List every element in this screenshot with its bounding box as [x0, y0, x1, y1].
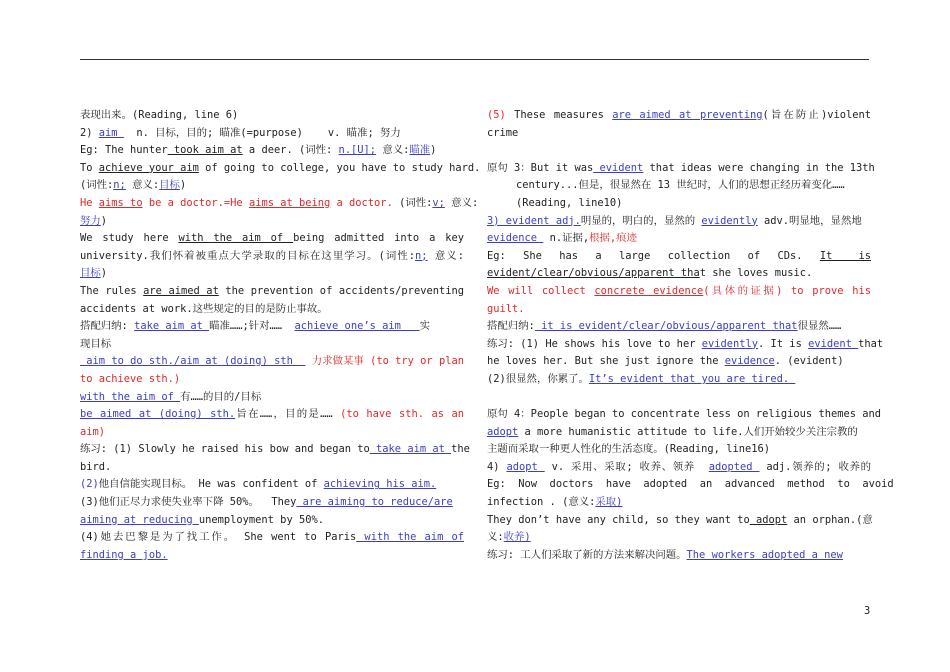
text-segment: (3)他们正尽力求使失业率下降 50%。 They [80, 496, 297, 509]
text-segment: To [80, 161, 99, 174]
text-segment: 目标 [80, 267, 101, 280]
right-line [487, 230, 871, 248]
text-segment: crime [487, 126, 519, 139]
text-segment: (2) [80, 478, 99, 491]
right-line [487, 512, 871, 530]
left-line [80, 230, 464, 248]
right-line [487, 424, 871, 442]
text-segment: 练习: (1) Slowly he raised his bow and began to [80, 443, 370, 456]
left-line [80, 494, 464, 512]
text-segment: adopt [487, 425, 519, 438]
text-segment: 力求做某事 (to try or plan [305, 355, 464, 368]
text-segment: 现目标 [80, 337, 112, 350]
right-line [487, 476, 894, 494]
text-segment: are aiming to reduce/are [296, 496, 453, 509]
right-line [487, 125, 871, 143]
text-segment: They don’t have any child, so they want to [487, 513, 750, 526]
text-segment: accidents at work.这些规定的目的是防止事故。 [80, 302, 328, 315]
right-line [487, 142, 871, 160]
text-segment: . (evident) [774, 355, 844, 368]
text-segment: (词性: [80, 179, 114, 192]
right-line [487, 177, 871, 195]
text-segment: It is [819, 249, 871, 262]
text-segment: We will collect [487, 284, 595, 297]
text-segment: 瞄准 [409, 144, 431, 157]
text-segment: It’s evident that you are tired. [588, 372, 796, 385]
left-line [80, 213, 464, 231]
text-segment: 意义: [376, 144, 410, 157]
left-line [80, 318, 464, 336]
right-line [487, 459, 871, 477]
right-line [487, 195, 871, 213]
left-line [80, 336, 464, 354]
left-line [80, 160, 481, 178]
text-segment: (4)她去巴黎是为了找工作。 She went to Paris [80, 531, 357, 544]
text-segment: with the aim of [80, 390, 181, 403]
left-line [80, 476, 464, 494]
text-segment: 4) [487, 460, 507, 473]
text-segment: 表现出来。(Reading, line 6) [80, 109, 239, 121]
text-segment: 练习: (1) He shows his love to her [487, 337, 702, 350]
left-line [80, 283, 464, 301]
left-line [80, 248, 464, 266]
left-line [80, 459, 464, 477]
left-line [80, 529, 464, 547]
right-line [487, 529, 871, 547]
text-segment: bird. [80, 460, 112, 473]
text-segment: take aim at [134, 320, 210, 333]
text-segment: a more humanistic attitude to life.人们开始较少关注宗教的 [518, 425, 858, 438]
text-segment: n.证据, [543, 232, 590, 245]
text-segment: 原句 4：People began to concentrate less on religious themes and [487, 408, 882, 421]
text-segment: 旨在……，目的是…… [235, 408, 341, 421]
left-line [80, 406, 464, 424]
text-segment: (5) [487, 109, 515, 121]
text-segment: evident [808, 337, 859, 350]
text-segment: aim) [80, 425, 106, 438]
text-segment: 很显然…… [797, 320, 842, 333]
right-line [487, 160, 875, 178]
text-segment: the [451, 443, 470, 456]
text-segment: concrete evidence [594, 284, 704, 297]
left-line [80, 353, 464, 371]
right-line [487, 336, 884, 354]
text-segment: century...但是，很显然在 13 世纪时，人们的思想正经历着变化…… [516, 179, 845, 192]
text-segment: unemployment by 50%. [198, 513, 324, 526]
text-segment: (2)很显然，你累了。 [487, 372, 589, 385]
text-segment: with the aim of [356, 531, 465, 544]
text-segment: adopt [749, 513, 788, 526]
text-segment: ) [430, 144, 437, 157]
right-line [487, 301, 871, 319]
text-segment: it is evident/clear/obvious/apparent that [534, 320, 798, 333]
text-segment: 采取) [595, 496, 623, 509]
text-segment: achieve one’s aim [294, 320, 420, 333]
text-segment: 意义: [125, 179, 160, 192]
right-line [487, 213, 871, 231]
text-segment: t she loves music. [699, 267, 813, 280]
text-segment: are aimed at [143, 284, 219, 297]
text-segment: 搭配归纳: [80, 320, 135, 333]
text-segment: finding a job. [80, 548, 168, 561]
left-line [80, 301, 464, 319]
text-segment: 搭配归纳: [487, 320, 535, 333]
text-segment: evident [593, 161, 644, 174]
text-segment: 瞄准……;针对…… [209, 320, 295, 333]
text-segment: of going to college, you have to study hard. [198, 161, 481, 174]
text-segment: . It is [758, 337, 809, 350]
text-segment: the prevention of accidents/preventing [218, 284, 464, 297]
text-segment: evidence [724, 355, 775, 368]
text-segment: v; [432, 196, 445, 209]
text-segment: aim to do sth./aim at (doing) sth [80, 355, 306, 368]
text-segment: that ideas were changing in the 13th [643, 161, 875, 174]
right-line [487, 353, 871, 371]
text-segment: ) [100, 267, 108, 280]
text-segment: evidently [701, 337, 759, 350]
text-segment: 实 [419, 320, 431, 333]
left-line [80, 371, 464, 389]
text-segment: v. 采用、采取; 收养、领养 [544, 460, 709, 473]
text-segment: being admitted into a key [293, 232, 464, 245]
text-segment: take aim at [369, 443, 452, 456]
text-segment: The rules [80, 284, 144, 297]
text-segment: evidently [701, 214, 758, 227]
right-line [487, 248, 871, 266]
left-line [80, 389, 464, 407]
right-line [487, 406, 882, 424]
text-segment: 主题而采取一种更人性化的生活态度。(Reading, line16) [487, 443, 770, 456]
text-segment: to achieve sth.) [80, 372, 181, 385]
text-segment: that [858, 337, 884, 350]
text-segment: 2) [80, 126, 99, 139]
right-line [487, 494, 871, 512]
text-segment: evident/clear/obvious/apparent tha [487, 267, 700, 280]
right-line [487, 107, 871, 125]
left-line [80, 195, 479, 213]
text-segment: with the aim of [178, 232, 294, 245]
text-segment: The workers adopted a new [686, 548, 843, 561]
right-line [487, 318, 871, 336]
text-segment: aims to [98, 196, 143, 209]
text-segment: 明显的，明白的，显然的 [580, 214, 702, 227]
text-segment: aims at being [248, 196, 331, 209]
text-segment: an orphan.(意 [787, 513, 873, 526]
right-line [487, 371, 871, 389]
text-segment: guilt. [487, 302, 525, 315]
left-line [80, 512, 464, 530]
text-segment: university.我们怀着被重点大学录取的目标在这里学习。(词性: [80, 249, 416, 262]
text-segment: achieving his aim. [323, 478, 437, 491]
text-segment: These measures [514, 109, 613, 121]
right-line [487, 441, 871, 459]
text-segment: achieve your aim [98, 161, 199, 174]
left-line [80, 265, 464, 283]
text-segment: 收养) [503, 531, 531, 544]
text-segment: ) [100, 214, 108, 227]
text-segment: (具体的证据) to prove his [703, 284, 871, 297]
text-segment: he loves her. But she just ignore the [487, 355, 725, 368]
left-line [80, 424, 464, 442]
left-column [80, 107, 481, 564]
text-segment: be aimed at (doing) sth. [80, 408, 236, 421]
text-segment: are aimed at preventing [612, 109, 763, 121]
text-segment: (to have sth. as an [340, 408, 465, 421]
right-line [487, 389, 871, 407]
text-segment: evidence [487, 232, 544, 245]
text-segment: infection . (意义: [487, 496, 596, 509]
text-segment: adj.领养的; 收养的 [759, 460, 872, 473]
text-segment: 3) evident adj. [487, 214, 581, 227]
text-segment: n.[U]; [338, 144, 377, 157]
text-segment: adopted [708, 460, 760, 473]
left-line [80, 125, 464, 143]
left-line [80, 547, 464, 565]
text-segment: (词性: [399, 196, 433, 209]
right-line [487, 547, 871, 565]
right-line [487, 265, 871, 283]
text-segment: adv.明显地，显然地 [757, 214, 862, 227]
text-segment: Eg: She has a large collection of CDs. [487, 249, 820, 262]
text-segment: n. 目标，目的; 瞄准(=purpose) v. 瞄准; 努力 [123, 126, 401, 139]
left-line [80, 142, 464, 160]
left-line [80, 177, 464, 195]
text-segment: n; [415, 249, 428, 262]
text-segment: a deer. (词性: [242, 144, 339, 157]
header-rule [80, 59, 869, 60]
text-segment: aiming at reducing [80, 513, 199, 526]
text-segment: 义: [487, 531, 504, 544]
left-line [80, 441, 470, 459]
left-line [80, 107, 464, 125]
text-segment: n; [113, 179, 126, 192]
text-segment: a doctor. [330, 196, 400, 209]
text-segment: We study here [80, 232, 179, 245]
text-segment: 意义: [444, 196, 479, 209]
text-segment: 根据,痕迹 [589, 232, 637, 245]
text-segment: be a doctor.=He [142, 196, 249, 209]
text-segment: ) [179, 179, 187, 192]
right-line [487, 283, 871, 301]
text-segment: adopt [506, 460, 545, 473]
text-segment: 目标 [159, 179, 180, 192]
text-segment: (旨在防止)violent [762, 109, 871, 121]
page-number: 3 [864, 605, 871, 617]
text-segment: (Reading, line10) [516, 196, 623, 209]
text-segment: 他自信能实现目标。 He was confident of [98, 478, 324, 491]
right-column [487, 107, 894, 564]
text-segment: 努力 [80, 214, 101, 227]
text-segment: He [80, 196, 99, 209]
text-segment: took aim at [167, 144, 243, 157]
text-segment: 意义: [427, 249, 464, 262]
text-segment: Eg: The hunter [80, 144, 168, 157]
text-segment: aim [98, 126, 124, 139]
text-segment: 有……的目的/目标 [180, 390, 262, 403]
text-segment: 原句 3：But it was [487, 161, 594, 174]
text-segment: Eg: Now doctors have adopted an advanced method to avoid [487, 478, 894, 491]
text-segment: 练习: 工人们采取了新的方法来解决问题。 [487, 548, 687, 561]
